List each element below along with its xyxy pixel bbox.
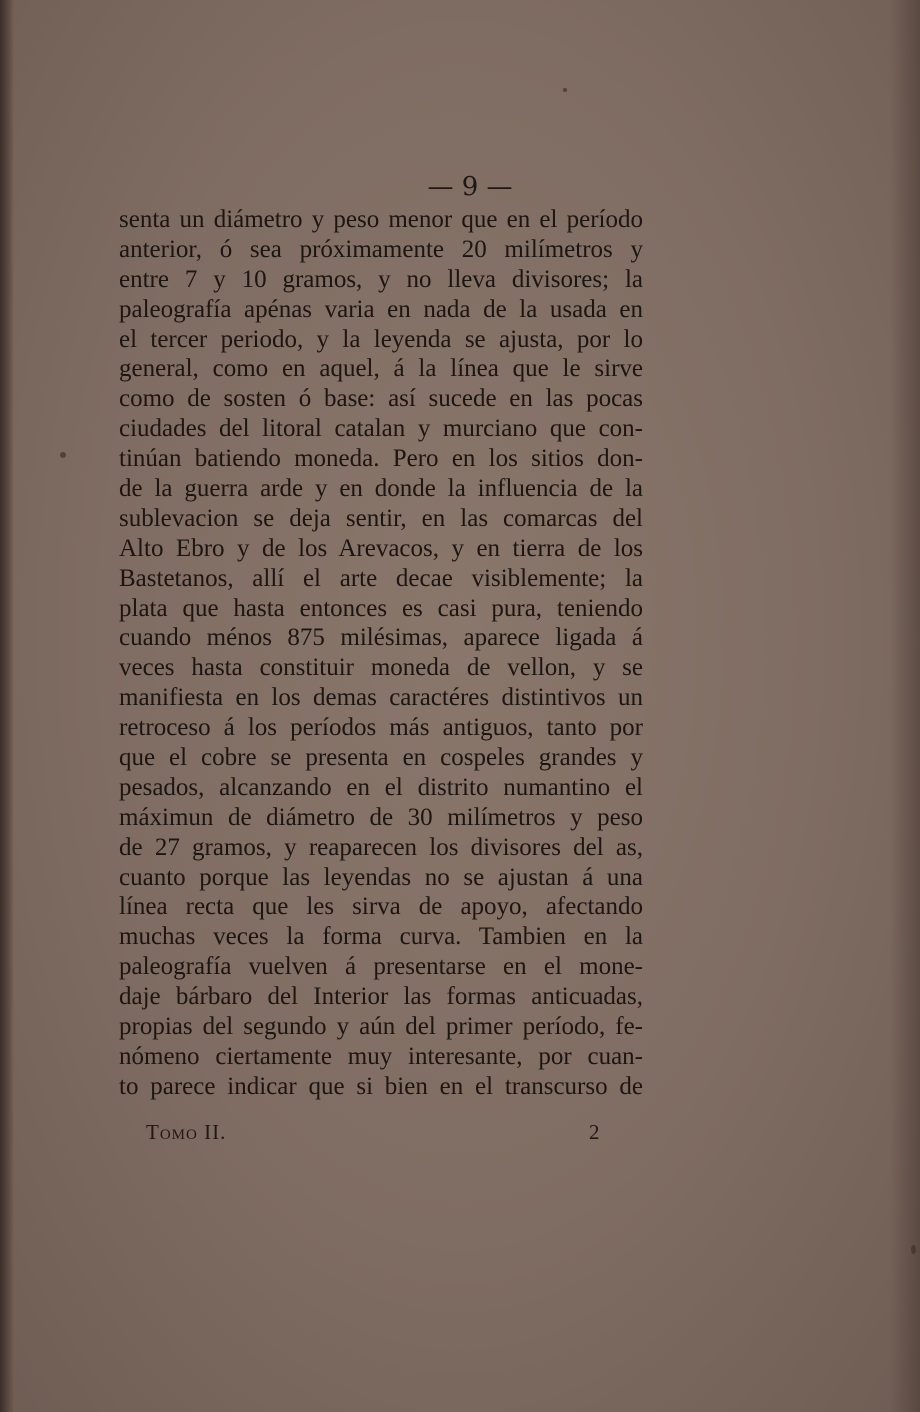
ink-speck <box>563 88 567 92</box>
text-line: manifiesta en los demas caractéres distintivos un <box>119 684 643 712</box>
text-line: nómeno ciertamente muy interesante, por cuan- <box>119 1042 643 1070</box>
text-line: entre 7 y 10 gramos, y no lleva divisores; la <box>119 265 643 293</box>
text-line: Alto Ebro y de los Arevacos, y en tierra de los <box>119 534 643 562</box>
page-number: — 9 — <box>427 172 513 202</box>
text-line: que el cobre se presenta en cospeles grandes y <box>119 744 643 772</box>
body-text <box>119 205 643 1102</box>
text-line: paleografía apénas varia en nada de la usada en <box>119 295 643 323</box>
text-line: cuanto porque las leyendas no se ajustan á una <box>119 863 643 891</box>
text-line: como de sosten ó base: así sucede en las pocas <box>119 385 643 413</box>
text-line: plata que hasta entonces es casi pura, teniendo <box>119 594 643 622</box>
text-line: ciudades del litoral catalan y murciano que con- <box>119 415 643 443</box>
ink-speck <box>60 452 66 458</box>
text-line: línea recta que les sirva de apoyo, afectando <box>119 893 643 921</box>
text-line: Bastetanos, allí el arte decae visiblemente; la <box>119 564 643 592</box>
text-line: pesados, alcanzando en el distrito numantino el <box>119 773 643 801</box>
text-line: muchas veces la forma curva. Tambien en la <box>119 923 643 951</box>
text-line: sublevacion se deja sentir, en las comarcas del <box>119 504 643 532</box>
signature-mark: 2 <box>589 1120 600 1144</box>
page-edge-shadow <box>890 0 920 1412</box>
text-line: general, como en aquel, á la línea que le sirve <box>119 355 643 383</box>
ink-speck <box>911 1245 916 1254</box>
text-line: daje bárbaro del Interior las formas anticuadas, <box>119 983 643 1011</box>
book-spine-shadow <box>0 0 14 1412</box>
text-line: paleografía vuelven á presentarse en el mone- <box>119 953 643 981</box>
text-line: retroceso á los períodos más antiguos, tanto por <box>119 714 643 742</box>
volume-label: Tomo II. <box>146 1120 227 1144</box>
text-line: to parece indicar que si bien en el transcurso de <box>119 1072 643 1100</box>
text-line: de 27 gramos, y reaparecen los divisores del as, <box>119 833 643 861</box>
text-line: propias del segundo y aún del primer período, fe- <box>119 1013 643 1041</box>
text-line: el tercer periodo, y la leyenda se ajusta, por lo <box>119 325 643 353</box>
text-line: tinúan batiendo moneda. Pero en los sitios don- <box>119 445 643 473</box>
text-line: veces hasta constituir moneda de vellon, y se <box>119 654 643 682</box>
text-line: senta un diámetro y peso menor que en el período <box>119 206 643 233</box>
text-line: máximun de diámetro de 30 milímetros y peso <box>119 803 643 831</box>
text-line: anterior, ó sea próximamente 20 milímetros y <box>119 235 643 263</box>
text-line: cuando ménos 875 milésimas, aparece ligada á <box>119 624 643 652</box>
text-line: de la guerra arde y en donde la influencia de la <box>119 475 643 503</box>
